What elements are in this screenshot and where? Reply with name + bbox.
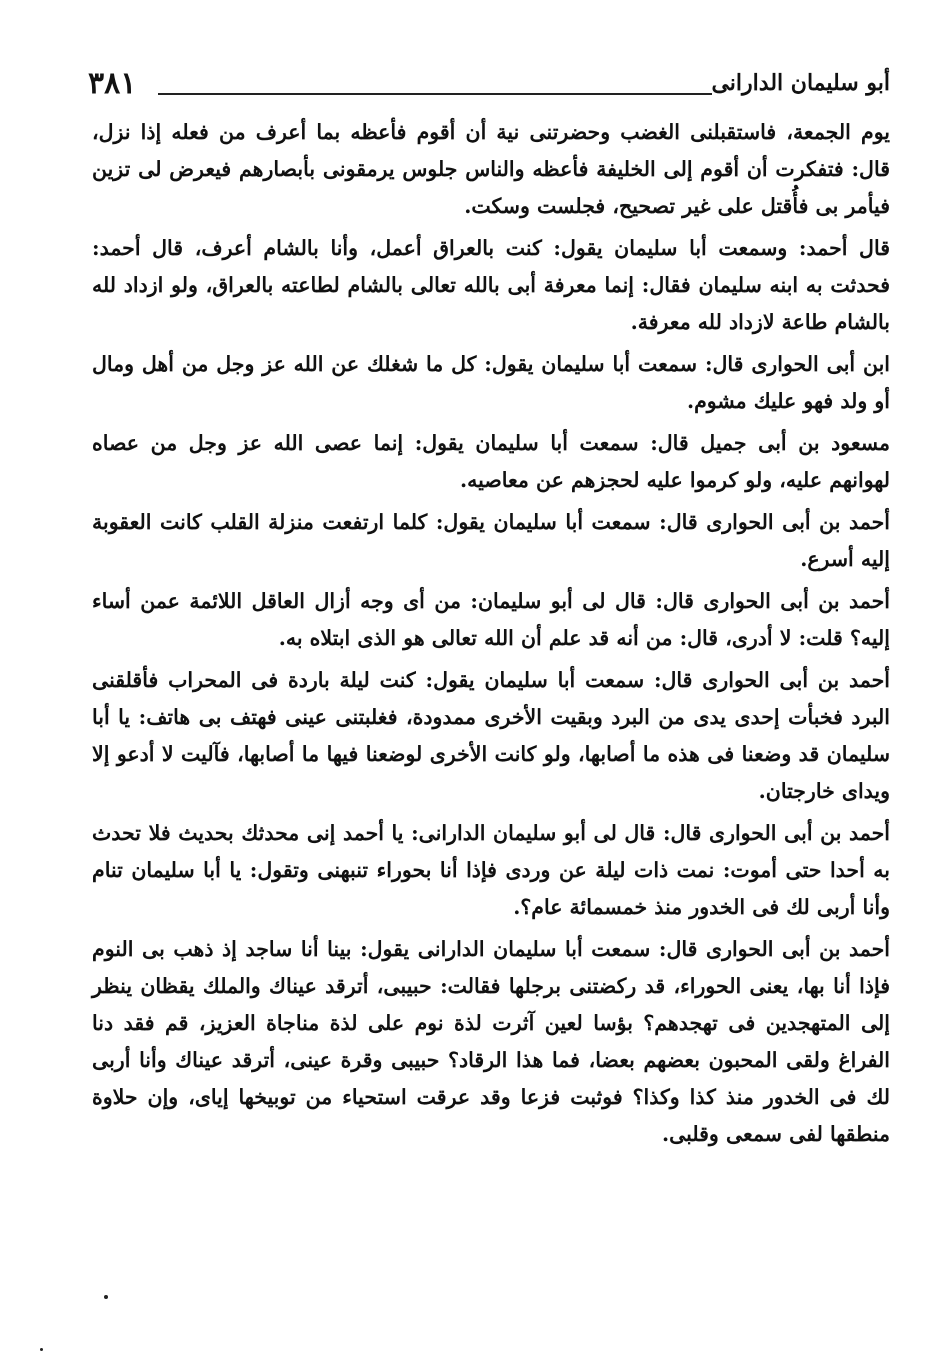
stray-dot-mark	[40, 1348, 43, 1351]
body-text	[92, 114, 890, 1158]
paragraph: يوم الجمعة، فاستقبلنى الغضب وحضرتنى نية أن أقوم فأعظه بما أعرف من فعله إذا نزل، قال: فتفكرت أن أقوم إلى الخليفة فأعظه والناس جلوس يرمقونى بأبصارهم فيعرض لى تزين فيأمر بى فأُقتل على غير تصحيح، فجلست وسكت.	[92, 120, 890, 218]
paragraph: أحمد بن أبى الحوارى قال: سمعت أبا سليمان يقول: كلما ارتفعت منزلة القلب كانت العقوبة إليه أسرع.	[92, 510, 890, 571]
paragraph: أحمد بن أبى الحوارى قال: قال لى أبو سليمان: من أى وجه أزال العاقل اللائمة عمن أساء إليه؟ قلت: لا أدرى، قال: من أنه قد علم أن الله تعالى هو الذى ابتلاه به.	[92, 589, 890, 650]
paragraph: ابن أبى الحوارى قال: سمعت أبا سليمان يقول: كل ما شغلك عن الله عز وجل من أهل ومال أو ولد فهو عليك مشوم.	[92, 352, 890, 413]
paragraph: قال أحمد: وسمعت أبا سليمان يقول: كنت بالعراق أعمل، وأنا بالشام أعرف، قال أحمد: فحدثت به ابنه سليمان فقال: إنما معرفة أبى بالله تعالى بالشام لطاعته بالعراق، ولو ازداد لله بالشام طاعة لازداد لله معرفة.	[92, 236, 890, 334]
page-header	[88, 62, 890, 102]
page-number: ٣٨١	[88, 66, 137, 101]
running-title: أبو سليمان الدارانى	[711, 70, 890, 96]
paragraph: أحمد بن أبى الحوارى قال: سمعت أبا سليمان الدارانى يقول: بينا أنا ساجد إذ ذهب بى النوم فإذا أنا بها، يعنى الحوراء، قد ركضتنى برجلها فقالت: حبيبى، أترقد عيناك والملك يقظان ينظر إلى المتهجدين فى تهجدهم؟ بؤسا لعين آثرت لذة نوم على لذة مناجاة العزيز، قم فقد دنا الفراغ ولقى المحبون بعضهم بعضا، فما هذا الرقاد؟ حبيبى وقرة عينى، أترقد عيناك وأنا أربى لك فى الخدور منذ كذا وكذا؟ فوثبت فزعا وقد عرقت استحياء من توبيخها إياى، وإن حلاوة منطقها لفى سمعى وقلبى.	[92, 937, 890, 1146]
header-rule	[158, 93, 712, 95]
paragraph: أحمد بن أبى الحوارى قال: قال لى أبو سليمان الدارانى: يا أحمد إنى محدثك بحديث فلا تحدث به أحدا حتى أموت: نمت ذات ليلة عن وردى فإذا أنا بحوراء تنبهنى وتقول: يا أبا سليمان تنام وأنا أربى لك فى الخدور منذ خمسمائة عام؟.	[92, 821, 890, 919]
stray-dot-mark	[104, 1295, 108, 1299]
paragraph: مسعود بن أبى جميل قال: سمعت أبا سليمان يقول: إنما عصى الله عز وجل من عصاه لهوانهم عليه، ولو كرموا عليه لحجزهم عن معاصيه.	[92, 431, 890, 492]
paragraph: أحمد بن أبى الحوارى قال: سمعت أبا سليمان يقول: كنت ليلة باردة فى المحراب فأقلقنى البرد فخبأت إحدى يدى من البرد وبقيت الأخرى ممدودة، فغلبتنى عينى فهتف بى هاتف: يا أبا سليمان قد وضعنا فى هذه ما أصابها، ولو كانت الأخرى لوضعنا فيها ما أصابها، فآليت لا أدعو إلا ويداى خارجتان.	[92, 668, 890, 803]
